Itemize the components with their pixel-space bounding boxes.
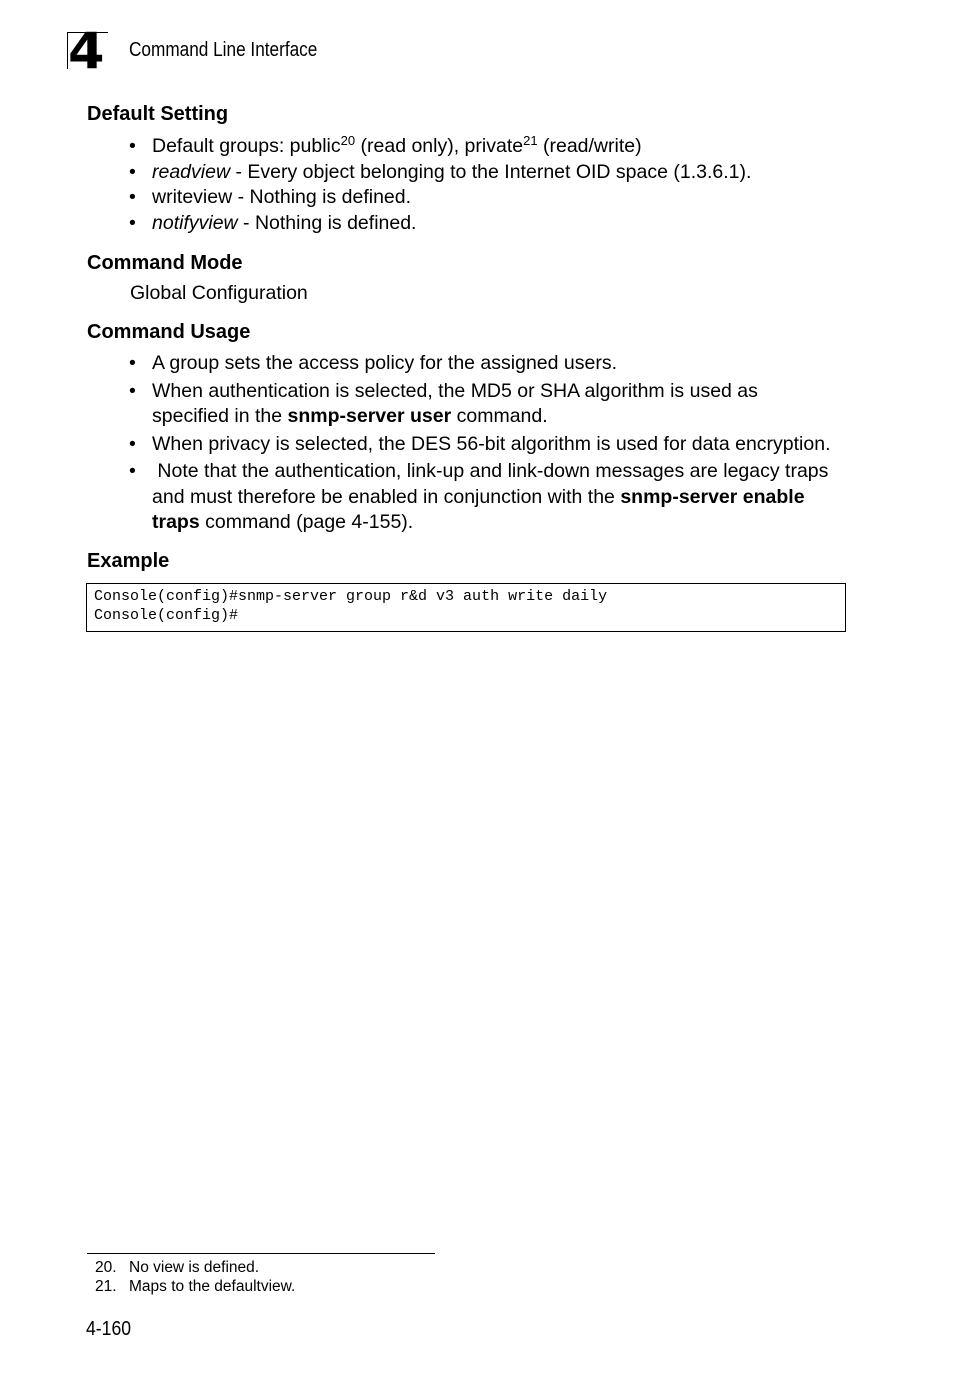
- footnote-ref-20: 20: [340, 133, 356, 148]
- default-setting-heading: Default Setting: [87, 103, 229, 125]
- footnote-21: 21. Maps to the defaultview.: [95, 1278, 296, 1295]
- footnote-rule: [87, 1253, 435, 1254]
- running-title: Command Line Interface: [129, 39, 318, 61]
- bullet: •: [129, 460, 136, 482]
- default-setting-list: [0, 134, 751, 236]
- list-item: • writeview - Nothing is defined.: [0, 185, 751, 211]
- command-mode-heading: Command Mode: [87, 252, 243, 274]
- command-usage-heading: Command Usage: [87, 321, 251, 343]
- command-usage-list: [0, 351, 831, 536]
- command-name: traps: [152, 511, 200, 533]
- list-item: • When authentication is selected, the MD5 or SHA algorithm is used as specified in the snmp-server user command.: [129, 379, 758, 427]
- term-notifyview: notifyview: [152, 211, 238, 234]
- list-item: • readview - Every object belonging to the Internet OID space (1.3.6.1).: [0, 160, 751, 186]
- footnote-20: 20. No view is defined.: [95, 1259, 260, 1276]
- list-item: • When privacy is selected, the DES 56-bit algorithm is used for data encryption.: [0, 432, 831, 458]
- bullet: •: [129, 135, 136, 157]
- chapter-number: 4: [68, 22, 104, 80]
- bullet: •: [129, 379, 136, 402]
- list-item: • notifyview - Nothing is defined.: [0, 211, 751, 237]
- list-item: • A group sets the access policy for the assigned users.: [0, 351, 831, 377]
- list-item: • Default groups: public$^{20}$ (read only), private$^{21}$ (read/write): [0, 134, 751, 160]
- bullet: •: [129, 432, 136, 455]
- command-name: snmp-server enable: [620, 485, 805, 508]
- command-name: snmp-server user: [287, 405, 452, 427]
- code-line: Console(config)#snmp-server group r&d v3 auth write daily: [94, 588, 608, 605]
- page-number: 4-160: [86, 1318, 132, 1340]
- list-item: • Note that the authentication, link-up and link-down messages are legacy traps and must therefore be enabled in conjunction with the snmp-server enable traps command (page 4-155).: [129, 460, 829, 533]
- code-example: [86, 583, 846, 632]
- bullet: •: [129, 352, 136, 374]
- code-line: Console(config)#: [94, 607, 239, 624]
- example-heading: Example: [87, 550, 170, 572]
- footnote-ref-21: 21: [523, 133, 538, 148]
- bullet: •: [129, 211, 136, 234]
- term-readview: readview: [152, 160, 231, 183]
- command-mode-text: Global Configuration: [130, 282, 308, 304]
- bullet: •: [129, 186, 136, 208]
- bullet: •: [129, 160, 136, 183]
